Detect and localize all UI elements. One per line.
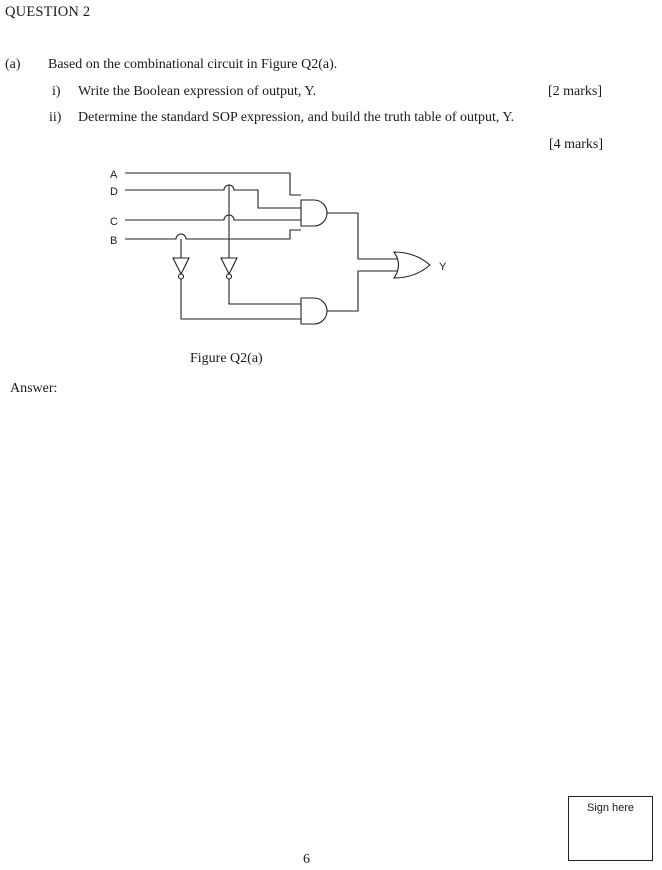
inverter-b [173,258,189,274]
label-a: A [110,169,118,181]
inverter-d [221,258,237,274]
wire-and2-out [327,271,398,311]
sign-box[interactable] [568,796,653,861]
wire-c [125,215,301,220]
label-y: Y [439,261,447,273]
page-number: 6 [303,852,310,867]
part-a-text: Based on the combinational circuit in Figure Q2(a). [48,57,338,72]
item-i-marks: [2 marks] [548,84,603,99]
answer-label: Answer: [10,381,58,396]
sign-box-label: Sign here [586,802,635,814]
item-ii-marks: [4 marks] [549,137,604,152]
item-ii-text: Determine the standard SOP expression, and build the truth table of output, Y. [78,110,515,125]
item-ii-label: ii) [49,110,62,125]
wire-b [125,230,301,239]
and-gate-upper [301,200,327,226]
figure-caption: Figure Q2(a) [190,351,263,366]
or-gate [394,252,430,278]
wire-not-d [229,279,301,304]
wire-d [125,185,301,208]
and-gate-lower [301,298,327,324]
label-c: C [110,216,118,228]
question-title: QUESTION 2 [5,4,91,20]
wire-a [125,173,301,195]
wire-and1-out [327,213,398,259]
circuit-diagram [0,0,662,400]
item-i-text: Write the Boolean expression of output, Y. [78,84,317,99]
part-a-label: (a) [5,57,21,72]
label-d: D [110,186,118,198]
label-b: B [110,235,118,247]
item-i-label: i) [52,84,61,99]
wire-not-b [181,279,301,319]
